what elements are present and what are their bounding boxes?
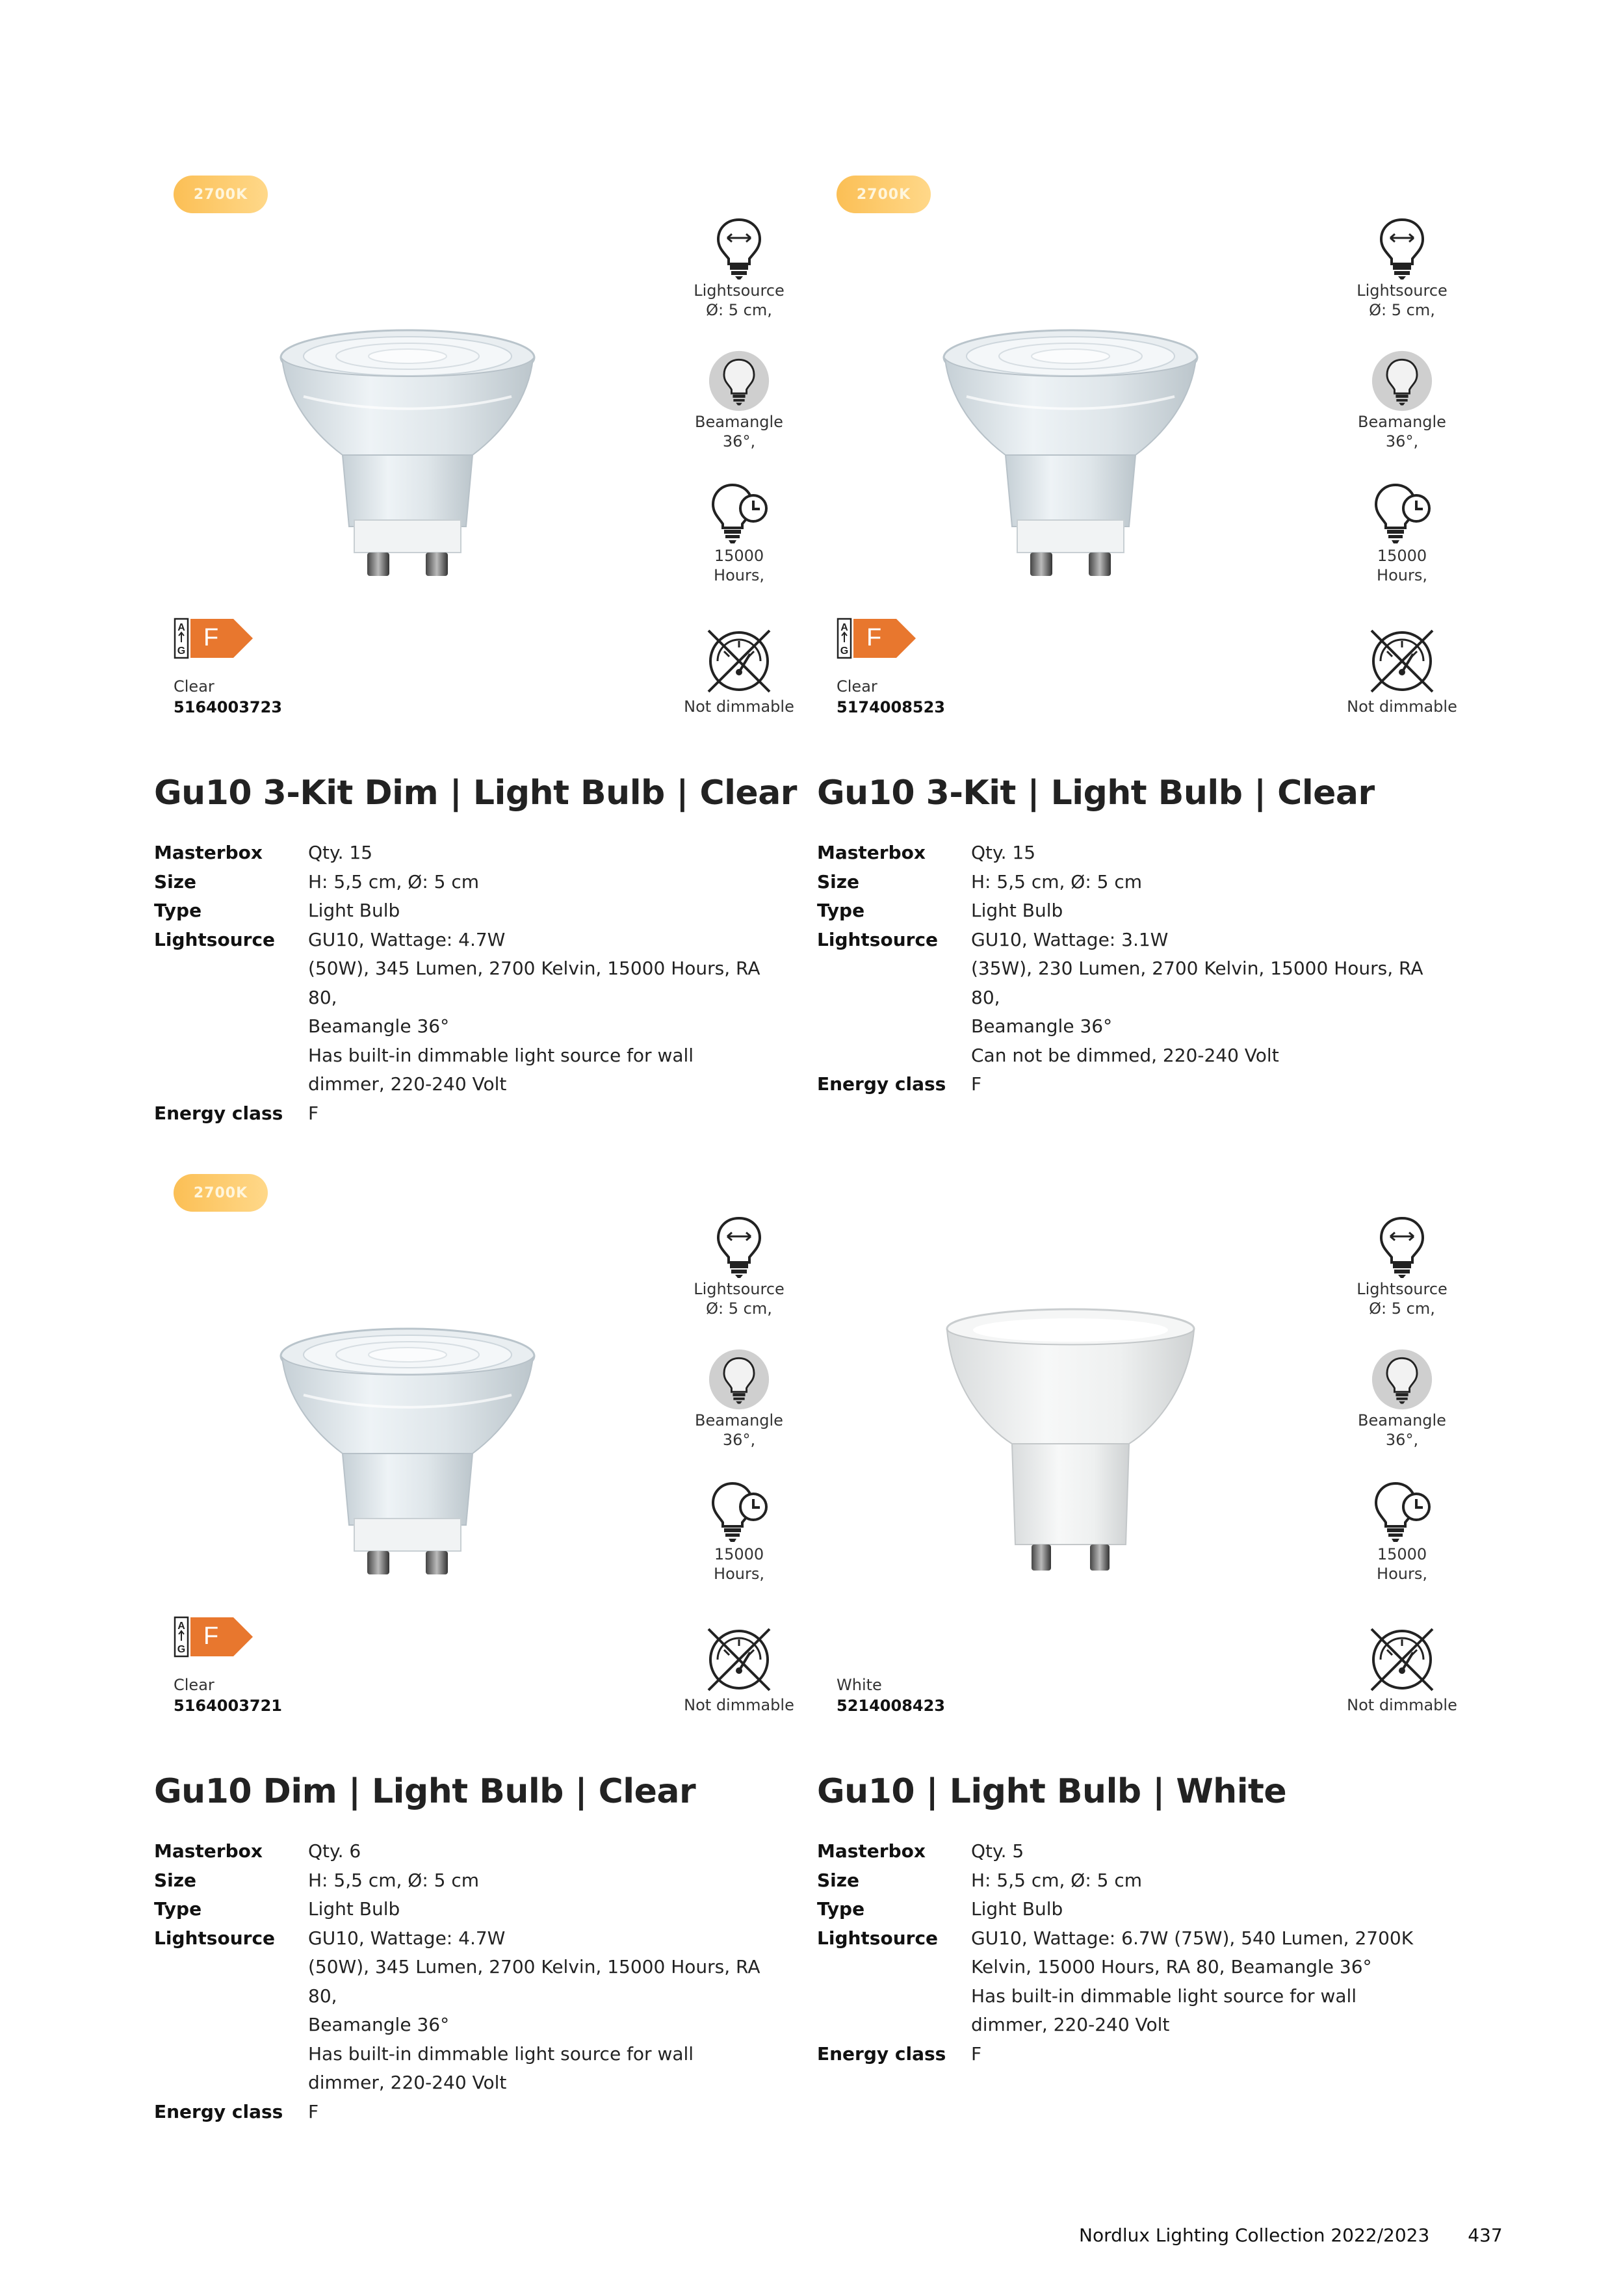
spec-line: Qty. 6	[308, 1840, 361, 1862]
spec-row	[817, 926, 1452, 1071]
lightsource-bulb-icon	[1376, 1214, 1428, 1279]
spec-line: GU10, Wattage: 4.7W	[308, 928, 506, 950]
spec-row	[154, 1837, 789, 1866]
spec-line: Qty. 5	[971, 1840, 1024, 1862]
bulb-clock-icon	[707, 481, 772, 546]
spec-line: Kelvin, 15000 Hours, RA 80, Beamangle 36°	[971, 1956, 1372, 1977]
not-dimmable-icon	[1366, 625, 1438, 697]
spec-key: Type	[154, 1898, 202, 1920]
spec-key: Type	[817, 1898, 865, 1920]
feature-label: Hours,	[714, 1565, 764, 1583]
bulb-clock-icon	[1370, 481, 1435, 546]
variant-name: Clear	[174, 677, 214, 696]
spec-value	[308, 926, 789, 1099]
dimmable-feature	[671, 1624, 807, 1715]
spec-value	[308, 1866, 789, 1896]
spec-line: F	[308, 2100, 319, 2122]
feature-label: Lightsource	[1357, 1280, 1448, 1298]
spec-row	[154, 896, 789, 926]
variant-name: Clear	[837, 677, 877, 696]
spec-line: Has built-in dimmable light source for wall	[971, 1985, 1357, 2007]
spec-line: H: 5,5 cm, Ø: 5 cm	[308, 870, 480, 893]
feature-value: 36°,	[1385, 432, 1419, 450]
spec-table	[817, 1837, 1452, 2068]
hours-feature	[1334, 481, 1470, 585]
product-block	[817, 1174, 1467, 2136]
energy-label	[837, 616, 918, 660]
feature-label: Beamangle	[1358, 413, 1446, 431]
spec-key: Masterbox	[154, 1840, 263, 1862]
lightsource-feature	[671, 1214, 807, 1318]
feature-label: Lightsource	[1357, 281, 1448, 300]
spec-key: Size	[817, 1869, 860, 1891]
feature-value: 15000	[714, 547, 764, 565]
bulb-clock-icon	[1370, 1480, 1435, 1545]
spec-row	[817, 839, 1452, 868]
feature-label: Beamangle	[1358, 1411, 1446, 1429]
feature-value: Ø: 5 cm,	[706, 301, 772, 319]
spec-line: Light Bulb	[971, 1898, 1063, 1920]
spec-key: Size	[154, 1869, 197, 1891]
spec-value	[308, 868, 789, 897]
spec-line: dimmer, 220-240 Volt	[971, 2014, 1170, 2035]
feature-label: Not dimmable	[684, 1696, 794, 1714]
spec-line: Has built-in dimmable light source for wall	[308, 2042, 694, 2065]
product-image	[278, 1304, 538, 1597]
variant-name: White	[837, 1676, 882, 1694]
color-temperature-badge: 2700K	[174, 1174, 268, 1212]
sku-number: 5164003721	[174, 1697, 282, 1715]
dimmable-feature	[1334, 625, 1470, 716]
variant-info	[837, 676, 945, 718]
spec-table	[154, 839, 789, 1128]
spec-line: Can not be dimmed, 220-240 Volt	[971, 1044, 1279, 1066]
hours-feature	[671, 1480, 807, 1584]
spec-line: Light Bulb	[308, 900, 400, 921]
spec-key: Lightsource	[154, 1927, 276, 1949]
sku-number: 5174008523	[837, 698, 945, 716]
energy-label	[174, 1615, 255, 1659]
spec-line: F	[971, 1073, 982, 1095]
spec-value	[971, 1895, 1452, 1924]
spec-row	[817, 868, 1452, 897]
product-image	[278, 306, 538, 598]
page-footer	[1079, 2224, 1503, 2246]
spec-line: (50W), 345 Lumen, 2700 Kelvin, 15000 Hours, RA 80,	[308, 1956, 760, 2007]
spec-line: (50W), 345 Lumen, 2700 Kelvin, 15000 Hours, RA 80,	[308, 958, 760, 1008]
feature-label: Not dimmable	[1347, 698, 1457, 716]
variant-info	[837, 1675, 945, 1716]
feature-value: 15000	[1377, 1545, 1427, 1563]
feature-value: Ø: 5 cm,	[1369, 1299, 1435, 1318]
spec-line: F	[308, 1102, 319, 1124]
hours-feature	[671, 481, 807, 585]
spec-line: Qty. 15	[971, 842, 1036, 863]
sku-number: 5164003723	[174, 698, 282, 716]
feature-label: Hours,	[1377, 566, 1427, 584]
feature-value: 15000	[714, 1545, 764, 1563]
beamangle-feature	[1334, 1348, 1470, 1450]
spec-line: H: 5,5 cm, Ø: 5 cm	[308, 1869, 480, 1891]
feature-value: Ø: 5 cm,	[706, 1299, 772, 1318]
spec-value	[971, 926, 1452, 1071]
not-dimmable-icon	[703, 1624, 775, 1695]
feature-label: Hours,	[1377, 1565, 1427, 1583]
spec-key: Energy class	[154, 1102, 283, 1124]
spec-value	[308, 1924, 789, 2098]
energy-letter: F	[203, 1623, 219, 1650]
spec-key: Lightsource	[154, 928, 276, 950]
spec-value	[308, 1837, 789, 1866]
energy-label	[174, 616, 255, 660]
product-title: Gu10 | Light Bulb | White	[817, 1772, 1287, 1811]
spec-table	[154, 1837, 789, 2126]
spec-key: Lightsource	[817, 928, 939, 950]
lightsource-bulb-icon	[713, 216, 765, 281]
spec-key: Masterbox	[817, 842, 926, 863]
hours-feature	[1334, 1480, 1470, 1584]
spec-line: Qty. 15	[308, 842, 373, 863]
collection-name: Nordlux Lighting Collection 2022/2023	[1079, 2224, 1430, 2246]
beamangle-feature	[671, 350, 807, 451]
beamangle-icon	[708, 1348, 770, 1411]
spec-row	[817, 1070, 1452, 1099]
spec-row	[154, 839, 789, 868]
feature-value: 36°,	[722, 432, 756, 450]
not-dimmable-icon	[1366, 1624, 1438, 1695]
spec-key: Masterbox	[817, 1840, 926, 1862]
spec-row	[154, 926, 789, 1099]
sku-number: 5214008423	[837, 1697, 945, 1715]
spec-line: Beamangle 36°	[971, 1015, 1113, 1037]
spec-value	[971, 868, 1452, 897]
spec-line: GU10, Wattage: 3.1W	[971, 928, 1169, 950]
beamangle-feature	[1334, 350, 1470, 451]
feature-label: Lightsource	[694, 281, 785, 300]
color-temperature-badge: 2700K	[837, 176, 931, 213]
spec-value	[971, 1837, 1452, 1866]
spec-row	[817, 2040, 1452, 2069]
product-block	[154, 176, 804, 1138]
feature-value: 36°,	[722, 1431, 756, 1449]
spec-value	[308, 839, 789, 868]
spec-row	[154, 1099, 789, 1128]
spec-key: Lightsource	[817, 1927, 939, 1949]
spec-row	[817, 1895, 1452, 1924]
spec-row	[817, 1866, 1452, 1896]
spec-row	[154, 1895, 789, 1924]
beamangle-icon	[1371, 1348, 1433, 1411]
spec-line: H: 5,5 cm, Ø: 5 cm	[971, 1869, 1143, 1891]
not-dimmable-icon	[703, 625, 775, 697]
spec-value	[971, 1070, 1452, 1099]
feature-value: 15000	[1377, 547, 1427, 565]
spec-line: Beamangle 36°	[308, 1015, 450, 1037]
product-title: Gu10 Dim | Light Bulb | Clear	[154, 1772, 696, 1811]
spec-line: Has built-in dimmable light source for wall	[308, 1044, 694, 1066]
variant-info	[174, 676, 282, 718]
spec-key: Energy class	[817, 2042, 946, 2065]
spec-value	[308, 2098, 789, 2127]
beamangle-feature	[671, 1348, 807, 1450]
spec-table	[817, 839, 1452, 1099]
spec-value	[308, 896, 789, 926]
energy-letter: F	[866, 624, 882, 651]
dimmable-feature	[1334, 1624, 1470, 1715]
spec-row	[817, 1924, 1452, 2040]
feature-label: Not dimmable	[1347, 1696, 1457, 1714]
spec-line: F	[971, 2042, 982, 2065]
spec-key: Type	[154, 900, 202, 921]
product-image	[941, 306, 1201, 598]
spec-row	[154, 1866, 789, 1896]
page-number: 437	[1468, 2224, 1503, 2246]
spec-line: dimmer, 220-240 Volt	[308, 2072, 507, 2093]
spec-value	[308, 1099, 789, 1128]
spec-value	[971, 2040, 1452, 2069]
lightsource-bulb-icon	[1376, 216, 1428, 281]
spec-value	[971, 1924, 1452, 2040]
product-block	[817, 176, 1467, 1138]
spec-key: Size	[154, 870, 197, 893]
spec-line: (35W), 230 Lumen, 2700 Kelvin, 15000 Hours, RA 80,	[971, 958, 1423, 1008]
lightsource-feature	[1334, 1214, 1470, 1318]
feature-label: Lightsource	[694, 1280, 785, 1298]
product-title: Gu10 3-Kit Dim | Light Bulb | Clear	[154, 774, 797, 813]
color-temperature-badge: 2700K	[174, 176, 268, 213]
spec-row	[154, 2098, 789, 2127]
spec-value	[971, 896, 1452, 926]
energy-letter: F	[203, 624, 219, 651]
spec-key: Masterbox	[154, 842, 263, 863]
variant-name: Clear	[174, 1676, 214, 1694]
feature-label: Beamangle	[695, 413, 783, 431]
spec-row	[154, 1924, 789, 2098]
feature-label: Hours,	[714, 566, 764, 584]
beamangle-icon	[1371, 350, 1433, 412]
dimmable-feature	[671, 625, 807, 716]
beamangle-icon	[708, 350, 770, 412]
feature-value: 36°,	[1385, 1431, 1419, 1449]
spec-row	[817, 896, 1452, 926]
spec-line: dimmer, 220-240 Volt	[308, 1073, 507, 1095]
lightsource-bulb-icon	[713, 1214, 765, 1279]
spec-value	[971, 1866, 1452, 1896]
spec-key: Type	[817, 900, 865, 921]
spec-line: H: 5,5 cm, Ø: 5 cm	[971, 870, 1143, 893]
variant-info	[174, 1675, 282, 1716]
spec-key: Energy class	[154, 2100, 283, 2122]
spec-line: GU10, Wattage: 4.7W	[308, 1927, 506, 1949]
feature-label: Beamangle	[695, 1411, 783, 1429]
product-title: Gu10 3-Kit | Light Bulb | Clear	[817, 774, 1375, 813]
spec-key: Energy class	[817, 1073, 946, 1095]
spec-line: GU10, Wattage: 6.7W (75W), 540 Lumen, 2700K	[971, 1927, 1414, 1949]
spec-value	[971, 839, 1452, 868]
spec-line: Beamangle 36°	[308, 2014, 450, 2035]
lightsource-feature	[1334, 216, 1470, 320]
spec-line: Light Bulb	[308, 1898, 400, 1920]
spec-row	[817, 1837, 1452, 1866]
lightsource-feature	[671, 216, 807, 320]
feature-value: Ø: 5 cm,	[1369, 301, 1435, 319]
bulb-clock-icon	[707, 1480, 772, 1545]
product-image	[941, 1304, 1201, 1597]
feature-label: Not dimmable	[684, 698, 794, 716]
spec-value	[308, 1895, 789, 1924]
spec-line: Light Bulb	[971, 900, 1063, 921]
product-block	[154, 1174, 804, 2136]
spec-key: Size	[817, 870, 860, 893]
spec-row	[154, 868, 789, 897]
